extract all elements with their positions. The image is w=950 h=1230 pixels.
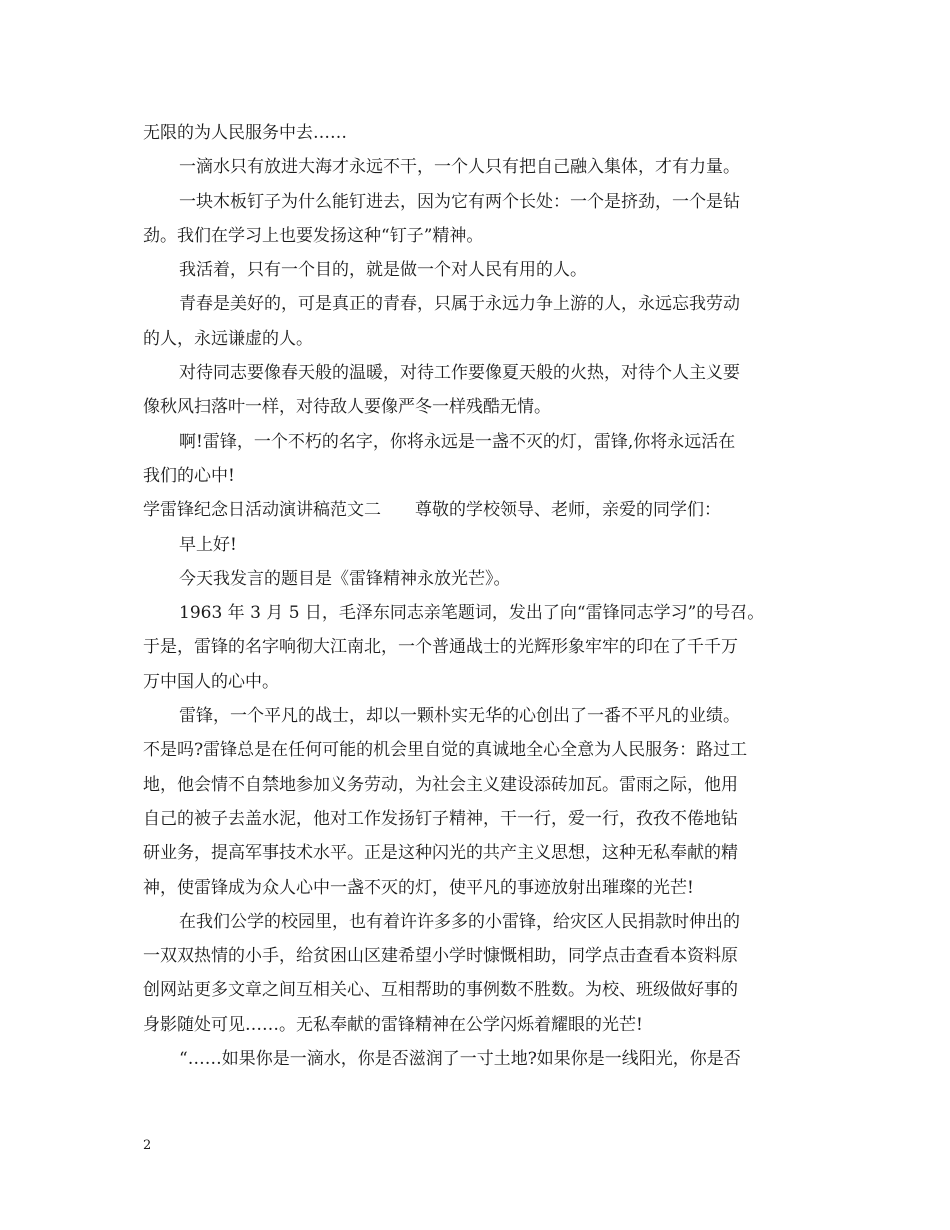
text-line: 在我们公学的校园里，也有着许许多多的小雷锋，给灾区人民捐款时伸出的 [179, 911, 740, 932]
text-line: 创网站更多文章之间互相关心、互相帮助的事例数不胜数。为校、班级做好事的 [143, 980, 738, 1001]
text-line: 一双双热情的小手，给贫困山区建希望小学时慷慨相助，同学点击查看本资料原 [143, 946, 738, 967]
text-line: 像秋风扫落叶一样，对待敌人要像严冬一样残酷无情。 [143, 397, 551, 418]
text-line: 地，他会情不自禁地参加义务劳动，为社会主义建设添砖加瓦。雷雨之际，他用 [143, 774, 738, 795]
text-line: 学雷锋纪念日活动演讲稿范文二 尊敬的学校领导、老师，亲爱的同学们： [143, 500, 721, 521]
text-line: 无限的为人民服务中去…… [143, 123, 347, 143]
text-line: 一滴水只有放进大海才永远不干，一个人只有把自己融入集体，才有力量。 [179, 157, 740, 178]
text-line: 啊!雷锋，一个不朽的名字，你将永远是一盏不灭的灯，雷锋,你将永远活在 [179, 431, 736, 452]
text-line: 劲。我们在学习上也要发扬这种“钉子”精神。 [143, 225, 484, 246]
text-line: 我活着，只有一个目的，就是做一个对人民有用的人。 [179, 260, 587, 281]
text-line: 我们的心中! [143, 465, 235, 486]
text-line: 于是，雷锋的名字响彻大江南北，一个普通战士的光辉形象牢牢的印在了千千万 [143, 637, 738, 658]
text-line: 对待同志要像春天般的温暖，对待工作要像夏天般的火热，对待个人主义要 [179, 363, 740, 384]
text-line: 身影随处可见……。无私奉献的雷锋精神在公学闪烁着耀眼的光芒! [143, 1014, 643, 1035]
document-body [143, 116, 815, 1076]
text-line: 一块木板钉子为什么能钉进去，因为它有两个长处：一个是挤劲，一个是钻 [179, 191, 740, 212]
text-line: 今天我发言的题目是《雷锋精神永放光芒》。 [179, 568, 511, 589]
text-line: 神，使雷锋成为众人心中一盏不灭的灯，使平凡的事迹放射出璀璨的光芒! [143, 877, 694, 898]
text-line: “……如果你是一滴水，你是否滋润了一寸土地?如果你是一线阳光，你是否 [179, 1049, 741, 1070]
text-line: 早上好! [179, 534, 237, 555]
text-line: 1963 年 3 月 5 日，毛泽东同志亲笔题词，发出了向“雷锋同志学习”的号召。 [179, 603, 765, 624]
text-line: 研业务，提高军事技术水平。正是这种闪光的共产主义思想，这种无私奉献的精 [143, 843, 738, 864]
text-line: 青春是美好的，可是真正的青春，只属于永远力争上游的人，永远忘我劳动 [179, 294, 740, 315]
text-line: 自己的被子去盖水泥，他对工作发扬钉子精神，干一行，爱一行，孜孜不倦地钻 [143, 808, 738, 829]
page-number: 2 [143, 1138, 152, 1153]
text-line: 的人，永远谦虚的人。 [143, 328, 313, 349]
text-line: 不是吗?雷锋总是在任何可能的机会里自觉的真诚地全心全意为人民服务：路过工 [143, 740, 748, 761]
text-line: 雷锋，一个平凡的战士，却以一颗朴实无华的心创出了一番不平凡的业绩。 [179, 706, 740, 727]
text-line: 万中国人的心中。 [143, 671, 279, 692]
